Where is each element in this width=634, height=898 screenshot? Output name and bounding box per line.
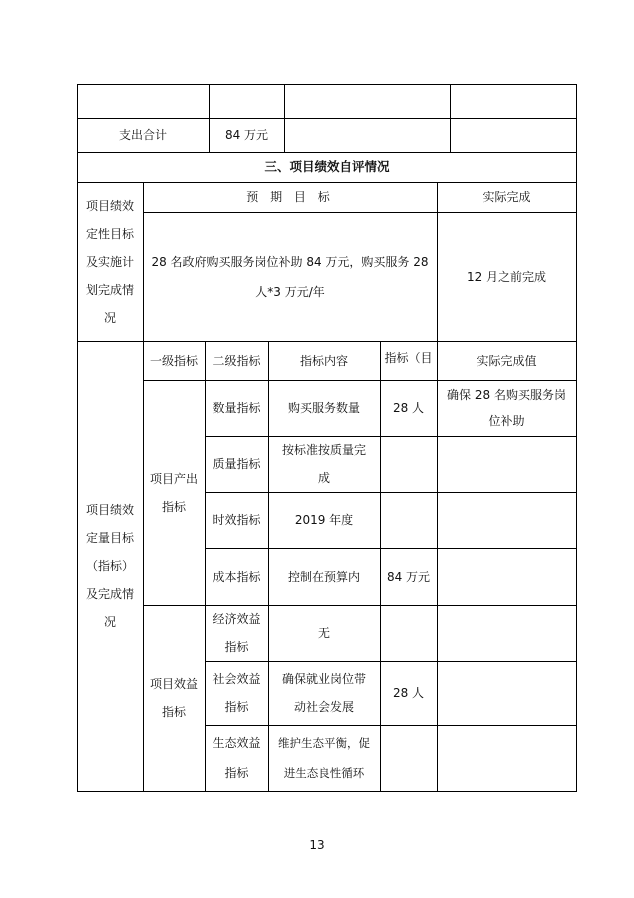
level2-indicator: 质量指标 [212, 457, 261, 471]
header-level1: 一级指标 [149, 353, 198, 368]
section-title: 三、项目绩效自评情况 [264, 159, 390, 174]
benefit-indicator-group: 项目效益 指标 [149, 677, 198, 719]
level2-indicator: 经济效益 指标 [212, 612, 261, 654]
header-level2: 二级指标 [212, 353, 261, 368]
expected-goal-text: 28 名政府购买服务岗位补助 84 万元，购买服务 28 人*3 万元/年 [151, 254, 429, 299]
level2-indicator: 成本指标 [212, 569, 261, 584]
indicator-target: 28 人 [392, 401, 425, 415]
table-border [450, 84, 451, 152]
indicator-target: 28 人 [392, 686, 425, 700]
qualitative-row-label: 项目绩效 定性目标 及实施计 划完成情 况 [85, 198, 134, 325]
indicator-actual: 确保 28 名购买服务岗 位补助 [447, 388, 566, 428]
table-border [284, 84, 285, 152]
indicator-content: 2019 年度 [294, 513, 354, 527]
output-indicator-group: 项目产出 指标 [149, 471, 198, 514]
indicator-content: 维护生态平衡，促 进生态良性循环 [278, 736, 370, 780]
actual-completion-header: 实际完成 [482, 190, 531, 204]
actual-completion-value: 12 月之前完成 [466, 269, 547, 284]
indicator-content: 控制在预算内 [287, 569, 360, 584]
indicator-content: 确保就业岗位带 动社会发展 [281, 672, 366, 714]
expected-goal-header: 预 期 目 标 [246, 190, 334, 204]
table-border [77, 84, 577, 85]
header-target: 指标（目 [384, 351, 433, 365]
table-border [77, 791, 577, 792]
indicator-content: 无 [317, 626, 330, 640]
page-number: 13 [309, 838, 325, 852]
expense-total-label: 支出合计 [118, 128, 167, 142]
level2-indicator: 生态效益 指标 [212, 736, 261, 780]
level2-indicator: 时效指标 [212, 513, 261, 527]
level2-indicator: 数量指标 [212, 401, 261, 415]
expense-total-value: 84 万元 [224, 128, 269, 142]
header-content: 指标内容 [299, 353, 348, 368]
indicator-target: 84 万元 [386, 569, 431, 584]
indicator-content: 按标准按质量完 成 [281, 443, 366, 485]
table-border [576, 84, 577, 791]
header-actual: 实际完成值 [476, 353, 537, 368]
level2-indicator: 社会效益 指标 [212, 672, 261, 714]
indicator-content: 购买服务数量 [287, 401, 360, 415]
quantitative-row-label: 项目绩效 定量目标 （指标） 及完成情 况 [85, 503, 134, 629]
